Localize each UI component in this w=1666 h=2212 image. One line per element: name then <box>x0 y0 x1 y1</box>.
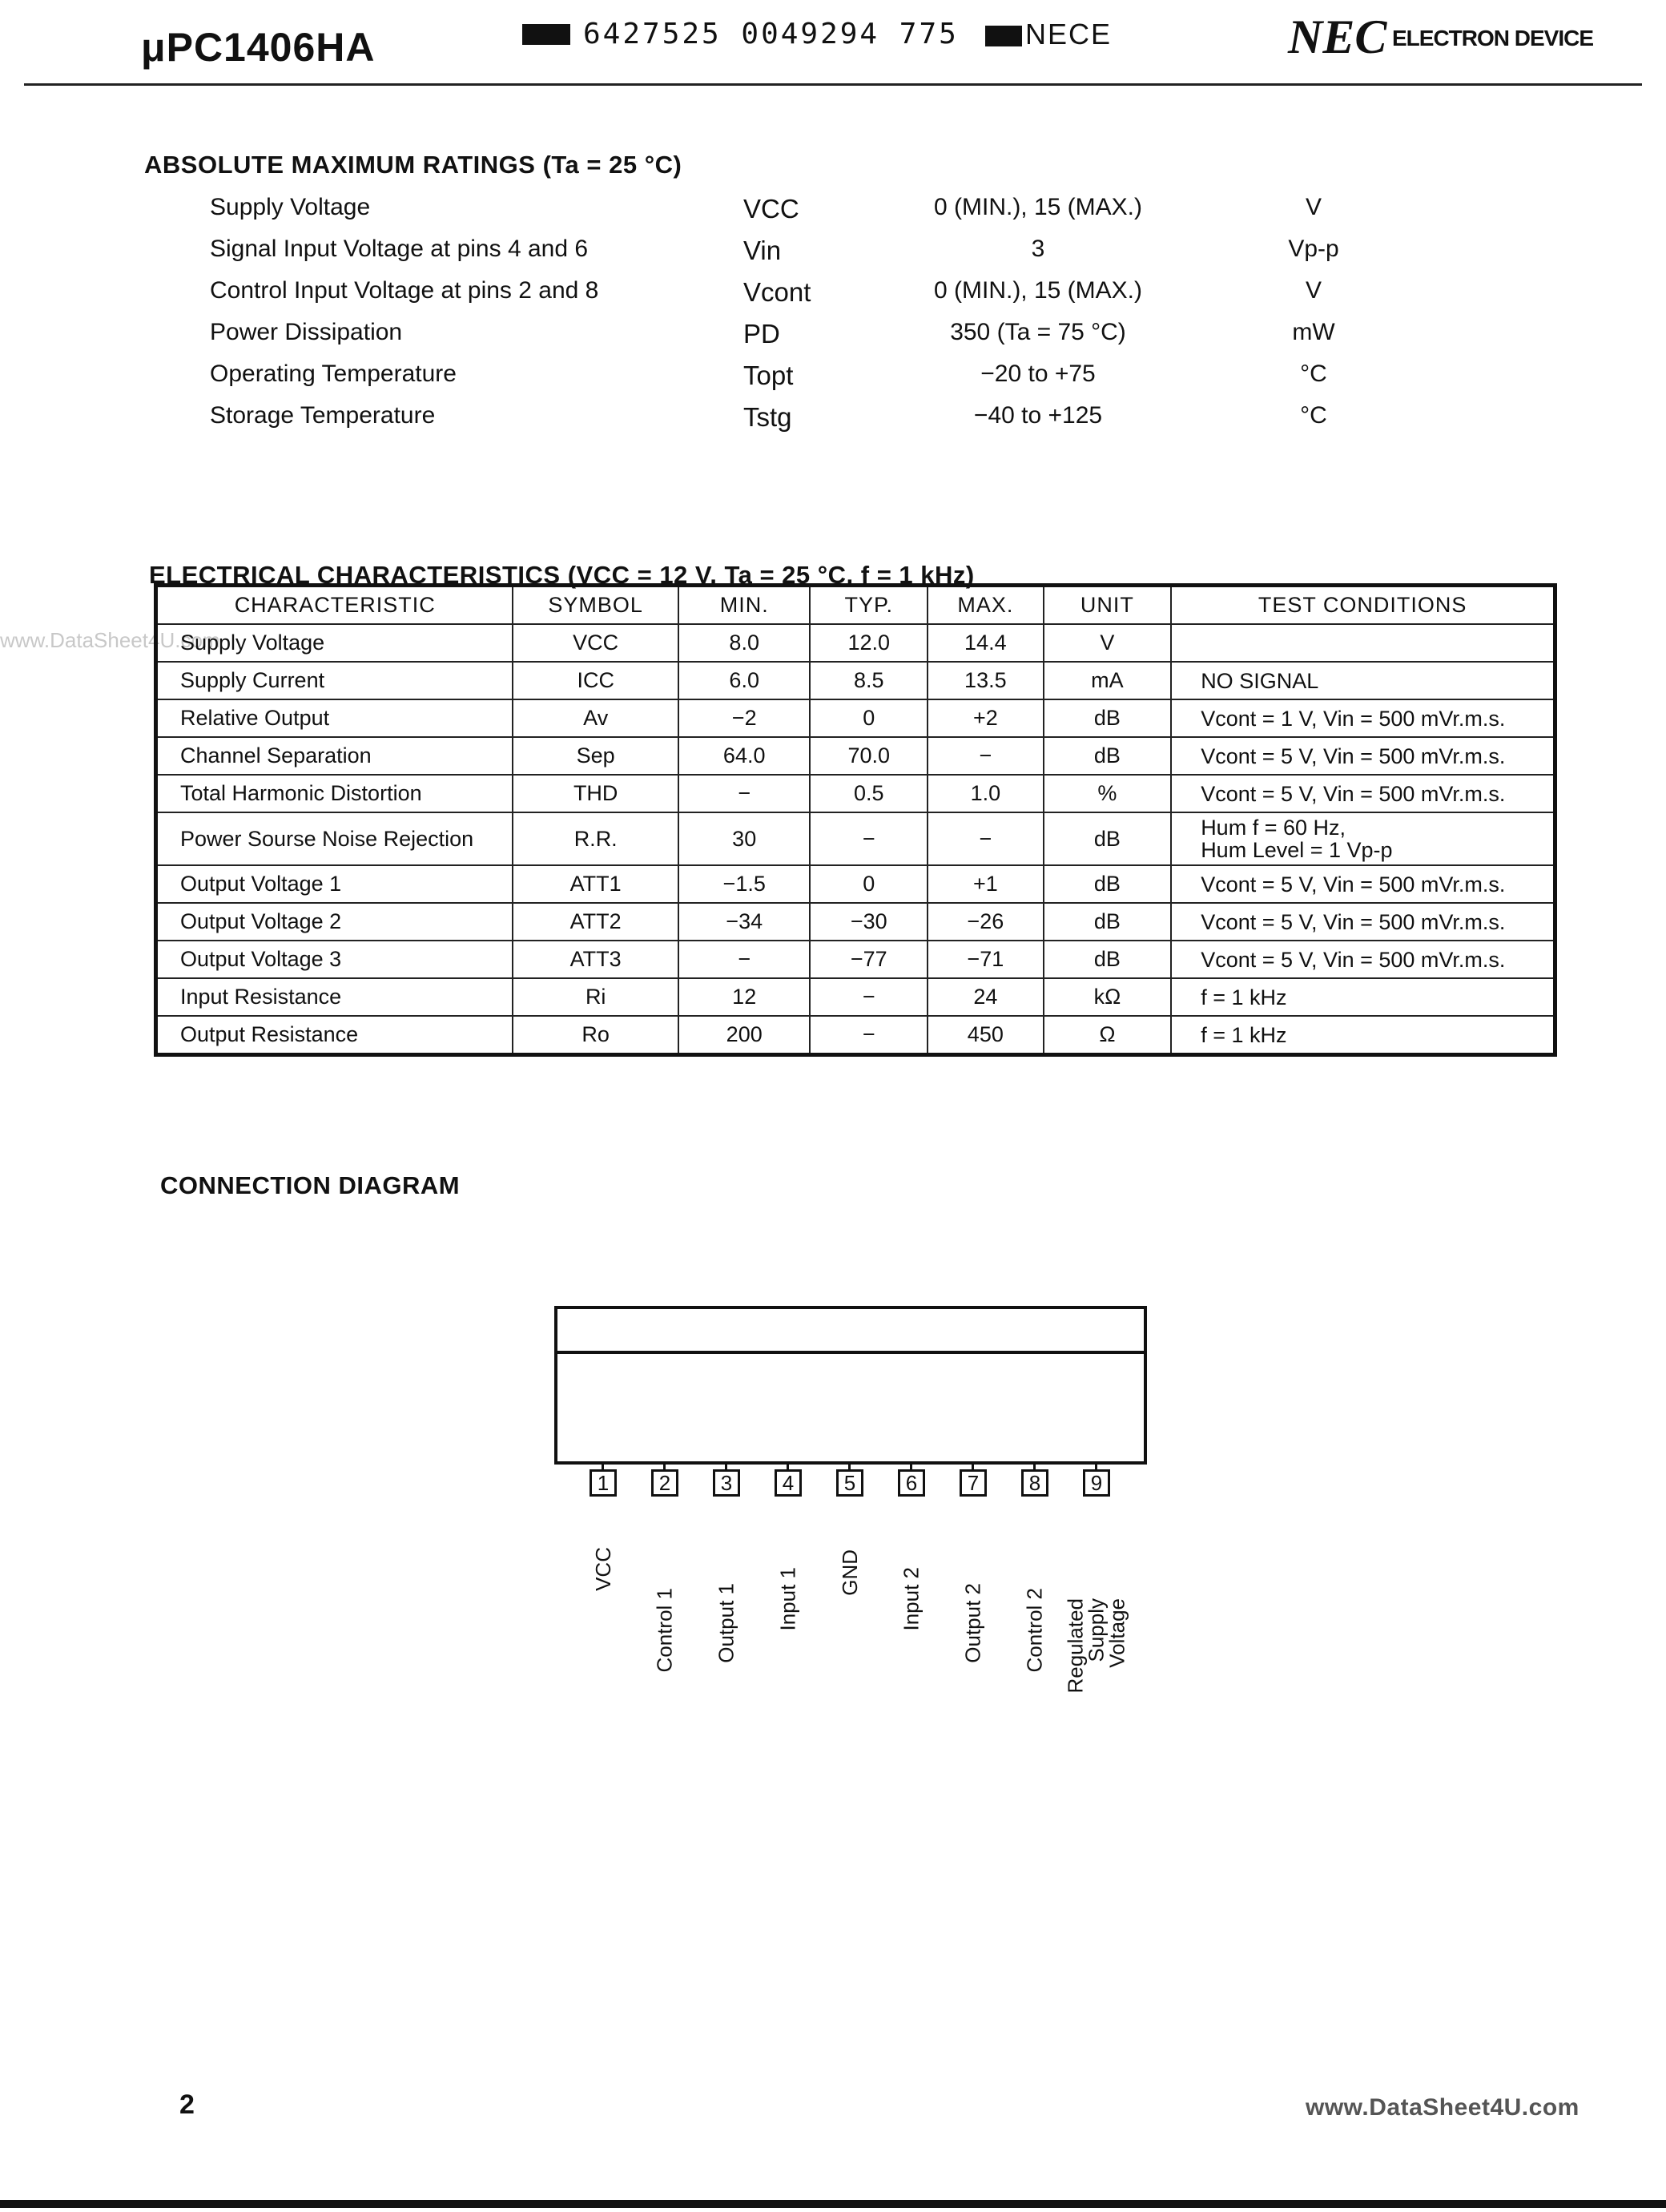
rating-value: −40 to +125 <box>973 402 1103 429</box>
rating-unit: mW <box>1292 319 1335 345</box>
cell-conditions <box>1171 941 1555 978</box>
pin-number: 4 <box>775 1469 802 1497</box>
pin-label: GND <box>837 1549 862 1596</box>
header-rule <box>24 83 1642 86</box>
cell-min: − <box>678 775 810 812</box>
header-typ: TYP. <box>810 586 928 625</box>
condition-line: Hum Level = 1 Vp-p <box>1201 838 1393 862</box>
cell-characteristic: Power Sourse Noise Rejection <box>156 812 513 865</box>
cell-characteristic: Output Voltage 3 <box>156 941 513 978</box>
pin-number: 8 <box>1021 1469 1048 1497</box>
brand-subtitle: ELECTRON DEVICE <box>1392 26 1594 50</box>
cell-min: 200 <box>678 1016 810 1055</box>
cell-typ: 0 <box>810 699 928 737</box>
cell-symbol: ATT3 <box>513 941 678 978</box>
rating-name: Control Input Voltage at pins 2 and 8 <box>210 277 599 304</box>
table-header-row <box>156 586 1555 625</box>
cell-characteristic: Relative Output <box>156 699 513 737</box>
cell-max: −26 <box>928 903 1044 941</box>
cell-conditions <box>1171 812 1555 865</box>
cell-typ: 0 <box>810 865 928 903</box>
amr-row <box>0 319 1666 359</box>
condition-line: Vcont = 5 V, Vin = 500 mVr.m.s. <box>1201 781 1506 806</box>
table-row <box>156 978 1555 1016</box>
header-symbol: SYMBOL <box>513 586 678 625</box>
cell-typ: 0.5 <box>810 775 928 812</box>
table-row <box>156 1016 1555 1055</box>
pin-number: 2 <box>651 1469 678 1497</box>
table-row <box>156 903 1555 941</box>
cell-min: 6.0 <box>678 662 810 699</box>
table-row <box>156 865 1555 903</box>
amr-row <box>0 402 1666 442</box>
cell-conditions <box>1171 978 1555 1016</box>
rating-value: −20 to +75 <box>980 361 1096 387</box>
cell-max: 13.5 <box>928 662 1044 699</box>
header-characteristic: CHARACTERISTIC <box>156 586 513 625</box>
cell-unit: % <box>1044 775 1172 812</box>
amr-row <box>0 194 1666 234</box>
cell-max: − <box>928 737 1044 775</box>
table-row <box>156 775 1555 812</box>
cell-characteristic: Supply Voltage <box>156 624 513 662</box>
rating-symbol: Tstg <box>743 402 792 432</box>
watermark: www.DataSheet4U.com <box>0 628 220 652</box>
page-number: 2 <box>179 2089 195 2120</box>
rating-value: 350 (Ta = 75 °C) <box>950 319 1126 345</box>
rating-unit: V <box>1305 277 1322 304</box>
amr-row <box>0 236 1666 276</box>
cell-max: +1 <box>928 865 1044 903</box>
cell-min: −2 <box>678 699 810 737</box>
header-barcode-mark <box>985 26 1022 46</box>
cell-symbol: ICC <box>513 662 678 699</box>
cell-typ: 70.0 <box>810 737 928 775</box>
bottom-rule <box>0 2200 1666 2208</box>
cell-min: 12 <box>678 978 810 1016</box>
rating-symbol: PD <box>743 319 780 349</box>
condition-line: Hum f = 60 Hz, <box>1201 816 1346 840</box>
pin-number: 1 <box>590 1469 617 1497</box>
cell-min: −34 <box>678 903 810 941</box>
rating-symbol: Vcont <box>743 277 811 307</box>
cell-unit: mA <box>1044 662 1172 699</box>
connection-diagram-title: CONNECTION DIAGRAM <box>160 1171 461 1199</box>
pin-label: Control 2 <box>1022 1588 1047 1673</box>
pin-label: Output 1 <box>714 1583 738 1663</box>
cell-max: 1.0 <box>928 775 1044 812</box>
condition-line: f = 1 kHz <box>1201 1022 1287 1047</box>
table-row <box>156 662 1555 699</box>
cell-min: 8.0 <box>678 624 810 662</box>
table-row <box>156 941 1555 978</box>
rating-symbol: Vin <box>743 236 782 265</box>
condition-line: f = 1 kHz <box>1201 985 1287 1009</box>
condition-line: Vcont = 5 V, Vin = 500 mVr.m.s. <box>1201 743 1506 768</box>
cell-characteristic: Supply Current <box>156 662 513 699</box>
cell-symbol: ATT1 <box>513 865 678 903</box>
cell-conditions <box>1171 624 1555 662</box>
lot-suffix: NECE <box>1025 18 1113 50</box>
cell-unit: V <box>1044 624 1172 662</box>
cell-characteristic: Channel Separation <box>156 737 513 775</box>
header-conditions: TEST CONDITIONS <box>1171 586 1555 625</box>
pin-label: VCC <box>590 1547 615 1591</box>
rating-name: Supply Voltage <box>210 194 371 220</box>
pin-label: Control 1 <box>652 1588 677 1673</box>
cell-typ: −30 <box>810 903 928 941</box>
rating-name: Signal Input Voltage at pins 4 and 6 <box>210 236 589 262</box>
cell-conditions <box>1171 662 1555 699</box>
cell-characteristic: Input Resistance <box>156 978 513 1016</box>
cell-symbol: Ri <box>513 978 678 1016</box>
cell-min: − <box>678 941 810 978</box>
cell-max: −71 <box>928 941 1044 978</box>
pin-number: 9 <box>1083 1469 1110 1497</box>
cell-max: − <box>928 812 1044 865</box>
cell-max: 14.4 <box>928 624 1044 662</box>
cell-typ: 12.0 <box>810 624 928 662</box>
condition-line: Vcont = 5 V, Vin = 500 mVr.m.s. <box>1201 909 1506 934</box>
amr-row <box>0 277 1666 317</box>
cell-max: 450 <box>928 1016 1044 1055</box>
rating-unit: Vp-p <box>1288 236 1339 262</box>
cell-typ: − <box>810 812 928 865</box>
electrical-characteristics-table <box>154 583 1557 1057</box>
cell-conditions <box>1171 903 1555 941</box>
condition-line: Vcont = 1 V, Vin = 500 mVr.m.s. <box>1201 706 1506 731</box>
header-min: MIN. <box>678 586 810 625</box>
cell-unit: dB <box>1044 699 1172 737</box>
cell-unit: dB <box>1044 903 1172 941</box>
rating-name: Power Dissipation <box>210 319 403 345</box>
cell-symbol: Ro <box>513 1016 678 1055</box>
table-row <box>156 624 1555 662</box>
lot-code: 6427525 0049294 775 <box>583 18 959 50</box>
pin-number: 6 <box>898 1469 925 1497</box>
brand-logo: NEC <box>1288 10 1387 63</box>
header-max: MAX. <box>928 586 1044 625</box>
table-row <box>156 737 1555 775</box>
footer-url: www.DataSheet4U.com <box>1306 2094 1579 2121</box>
part-number: μPC1406HA <box>141 25 376 70</box>
header-unit: UNIT <box>1044 586 1172 625</box>
cell-conditions <box>1171 865 1555 903</box>
cell-max: +2 <box>928 699 1044 737</box>
cell-unit: dB <box>1044 737 1172 775</box>
cell-conditions <box>1171 775 1555 812</box>
pin-label: Regulated Supply Voltage <box>1063 1598 1129 1694</box>
cell-conditions <box>1171 1016 1555 1055</box>
rating-value: 0 (MIN.), 15 (MAX.) <box>933 194 1143 220</box>
condition-line: NO SIGNAL <box>1201 668 1319 693</box>
cell-symbol: THD <box>513 775 678 812</box>
rating-symbol: VCC <box>743 194 799 224</box>
cell-characteristic: Output Resistance <box>156 1016 513 1055</box>
cell-symbol: Sep <box>513 737 678 775</box>
header-barcode-mark <box>522 24 570 45</box>
condition-line: Vcont = 5 V, Vin = 500 mVr.m.s. <box>1201 872 1506 896</box>
cell-conditions <box>1171 699 1555 737</box>
pin-number: 3 <box>713 1469 740 1497</box>
cell-symbol: R.R. <box>513 812 678 865</box>
rating-name: Operating Temperature <box>210 361 457 387</box>
cell-symbol: ATT2 <box>513 903 678 941</box>
ic-package-body <box>554 1306 1147 1465</box>
pin-label: Output 2 <box>960 1583 985 1663</box>
pin-number: 5 <box>836 1469 863 1497</box>
rating-value: 0 (MIN.), 15 (MAX.) <box>933 277 1143 304</box>
cell-unit: dB <box>1044 812 1172 865</box>
cell-max: 24 <box>928 978 1044 1016</box>
table-row <box>156 699 1555 737</box>
cell-typ: − <box>810 978 928 1016</box>
pin-label: Input 1 <box>775 1567 800 1631</box>
cell-typ: 8.5 <box>810 662 928 699</box>
cell-unit: Ω <box>1044 1016 1172 1055</box>
cell-conditions <box>1171 737 1555 775</box>
rating-name: Storage Temperature <box>210 402 436 429</box>
cell-unit: kΩ <box>1044 978 1172 1016</box>
cell-symbol: Av <box>513 699 678 737</box>
cell-characteristic: Output Voltage 2 <box>156 903 513 941</box>
cell-unit: dB <box>1044 865 1172 903</box>
cell-min: 30 <box>678 812 810 865</box>
rating-value: 3 <box>1031 236 1045 262</box>
cell-symbol: VCC <box>513 624 678 662</box>
rating-unit: °C <box>1300 402 1327 429</box>
cell-min: 64.0 <box>678 737 810 775</box>
cell-characteristic: Output Voltage 1 <box>156 865 513 903</box>
cell-min: −1.5 <box>678 865 810 903</box>
amr-row <box>0 361 1666 401</box>
ec-title: ELECTRICAL CHARACTERISTICS (VCC = 12 V, Ta = 25 °C, f = 1 kHz) <box>149 561 975 589</box>
cell-unit: dB <box>1044 941 1172 978</box>
pin-label: Input 2 <box>899 1567 924 1631</box>
cell-typ: −77 <box>810 941 928 978</box>
ic-package-edge-line <box>554 1351 1147 1354</box>
amr-title: ABSOLUTE MAXIMUM RATINGS (Ta = 25 °C) <box>144 151 682 179</box>
cell-characteristic: Total Harmonic Distortion <box>156 775 513 812</box>
table-row <box>156 812 1555 865</box>
rating-unit: °C <box>1300 361 1327 387</box>
condition-line: Vcont = 5 V, Vin = 500 mVr.m.s. <box>1201 947 1506 972</box>
rating-unit: V <box>1305 194 1322 220</box>
pin-number: 7 <box>960 1469 987 1497</box>
rating-symbol: Topt <box>743 361 794 390</box>
cell-typ: − <box>810 1016 928 1055</box>
